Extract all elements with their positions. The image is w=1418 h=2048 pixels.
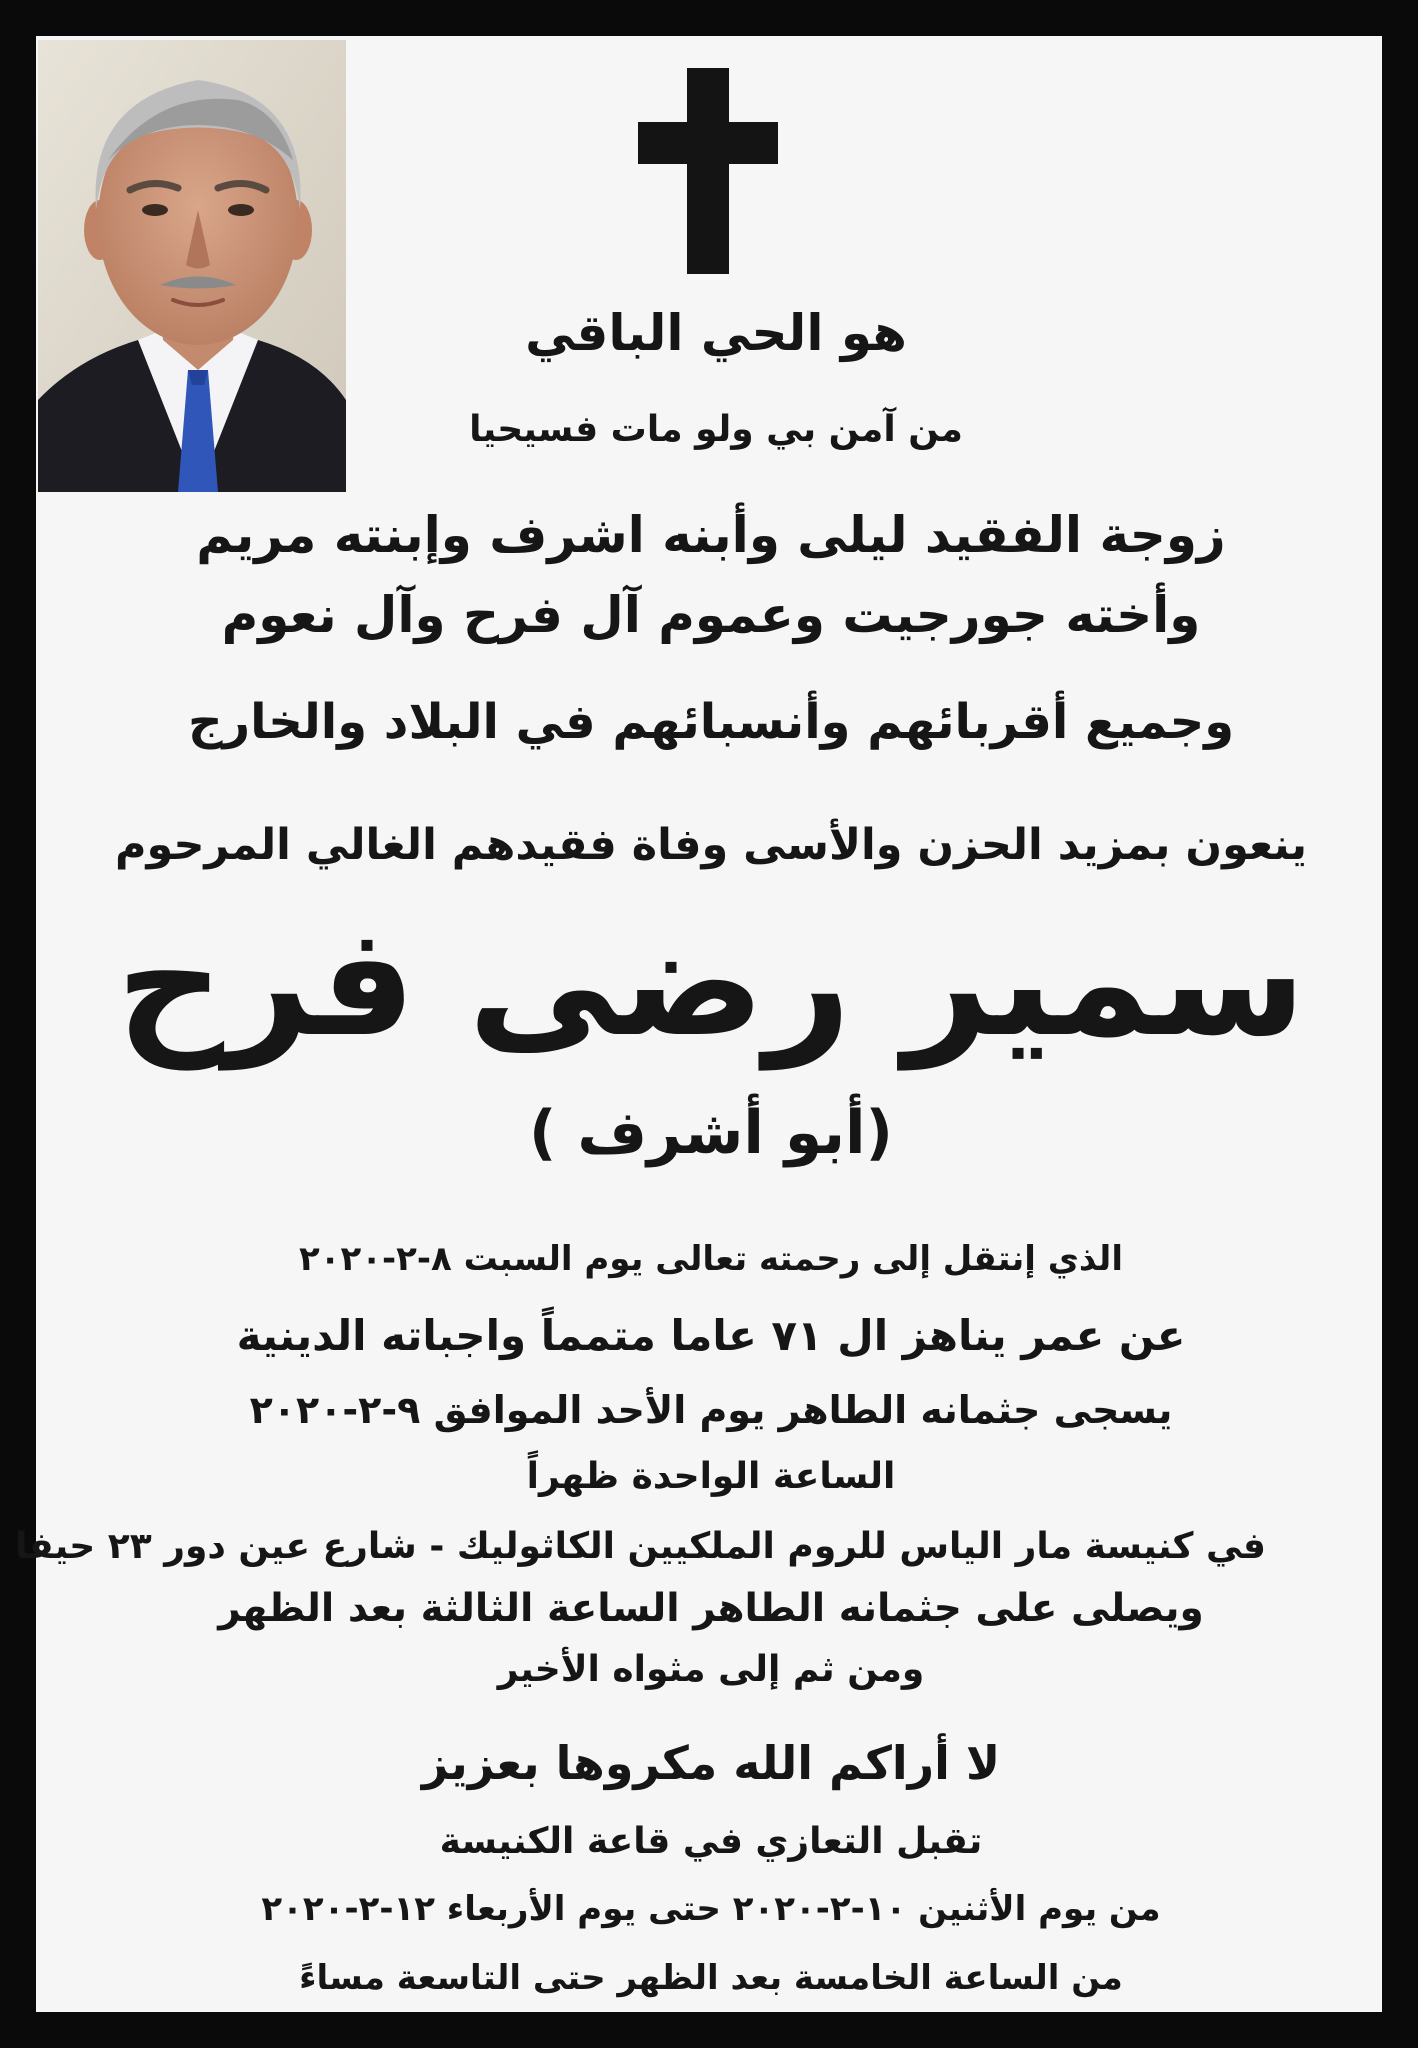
condolence-dates-text: من يوم الأثنين ١٠-٢-٢٠٢٠ حتى يوم الأربعاء ١٢-٢-٢٠٢٠ (261, 1889, 1161, 1929)
deceased-nickname: (أبو أشرف ) (529, 1098, 893, 1168)
heading-text: هو الحي الباقي (525, 304, 907, 362)
church-text: في كنيسة مار الياس للروم الملكيين الكاثوليك - شارع عين دور ٢٣ حيفا (15, 1526, 1266, 1567)
deceased-portrait (38, 40, 346, 492)
announcement-text: ينعون بمزيد الحزن والأسى وفاة فقيدهم الغالي المرحوم (114, 820, 1308, 870)
portrait-photo-icon (38, 40, 346, 492)
obituary-notice (15, 36, 1382, 2012)
procession-text: يسجى جثمانه الطاهر يوم الأحد الموافق ٩-٢-٢٠٢٠ (249, 1388, 1173, 1432)
age-text: عن عمر يناهز ال ٧١ عاما متمماً واجباته الدينية (236, 1311, 1186, 1360)
death-date-text: الذي إنتقل إلى رحمته تعالى يوم السبت ٨-٢-٢٠٢٠ (299, 1239, 1123, 1279)
verse-text: من آمن بي ولو مات فسيحيا (469, 409, 963, 450)
cross-icon (638, 68, 778, 274)
prayer-text: ويصلى على جثمانه الطاهر الساعة الثالثة بعد الظهر (218, 1586, 1204, 1631)
family-line-1: زوجة الفقيد ليلى وأبنه اشرف وإبنته مريم (196, 506, 1226, 564)
family-line-3: وجميع أقربائهم وأنسبائهم في البلاد والخارج (187, 694, 1235, 750)
condolence-hours-text: من الساعة الخامسة بعد الظهر حتى التاسعة مساءً (299, 1958, 1123, 1998)
deceased-name: سمير رضى فرح (116, 896, 1306, 1070)
condolence-text: تقبل التعازي في قاعة الكنيسة (439, 1821, 983, 1862)
blessing-text: لا أراكم الله مكروها بعزيز (421, 1736, 1001, 1790)
family-line-2: وأخته جورجيت وعموم آل فرح وآل نعوم (221, 586, 1201, 644)
procession-time-text: الساعة الواحدة ظهراً (526, 1456, 896, 1497)
burial-text: ومن ثم إلى مثواه الأخير (497, 1649, 925, 1690)
